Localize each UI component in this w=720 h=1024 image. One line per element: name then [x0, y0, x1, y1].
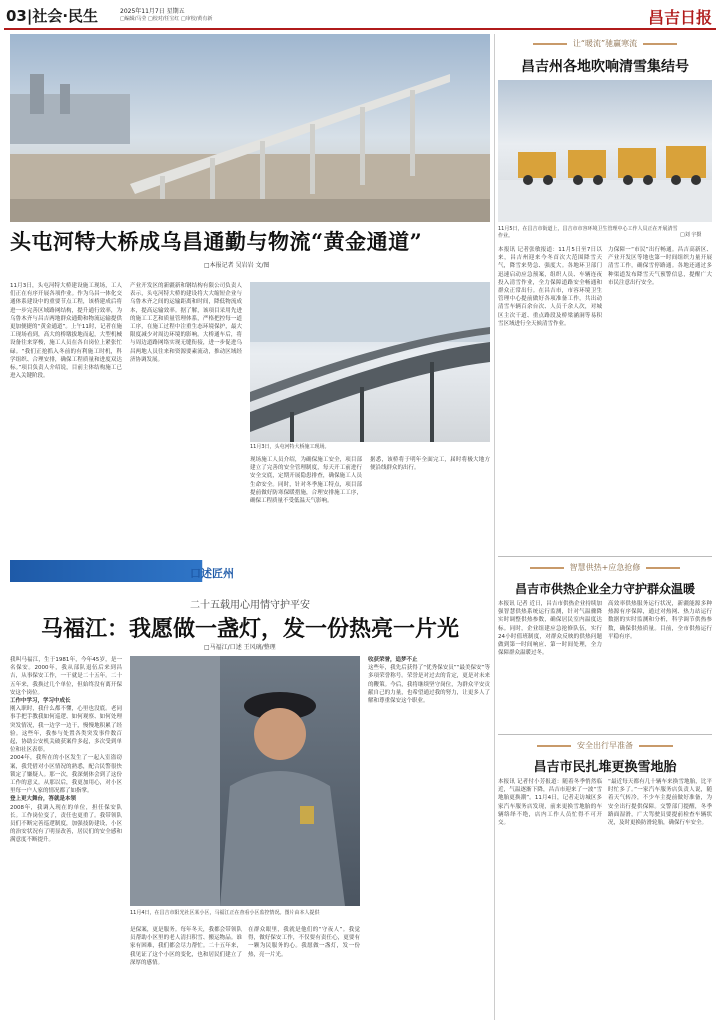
feature-subhead-1: 工作中学习，学习中成长	[10, 698, 71, 705]
page-section-label: 03|社会·民生	[6, 7, 99, 25]
right-mid-kicker: 智慧供热+应急抢修	[498, 562, 712, 573]
feature-para-2: 刚入职时，我什么都不懂，心里也没底。老同事手把手教我如何巡逻、如何观察、如何处理突发情况，我一边学一边干，慢慢地积累了经验。这些年，我参与处置各类突发事件数百起，协助公安机关破获案件多起，多次受到单位和社区表彰。	[10, 706, 122, 754]
guard-portrait-illustration	[130, 656, 360, 906]
newspaper-logo: 昌吉日报	[647, 8, 712, 27]
feature-para-7: 这些年，我先后获得了“优秀保安员”“最美保安”等多项荣誉称号。荣誉是对过去的肯定，更是对未来的鞭策。今后，我将继续坚守岗位，为群众平安贡献自己的力量，也希望通过我的努力，让更多人了解和尊重保安这个职业。	[368, 665, 490, 705]
right-bottom-body2: “最近每天都有几十辆车来换雪地胎，比平时忙多了。”一家汽车服务店负责人说，随着天气转冷，不少车主提前做好准备，为安全出行提供保障。交警部门提醒，冬季路面湿滑，广大驾驶员要提前检查车辆状况，及时更换防滑轮胎，确保行车安全。	[608, 779, 712, 827]
feature-body-col3: 在群众眼里，我就是他们的“守夜人”。我觉得，做好保安工作，不仅要有责任心，更要有一颗为民服务的心。我愿做一盏灯，发一份热，亮一片光。	[248, 927, 360, 958]
bridge-illustration	[10, 34, 490, 222]
masthead	[4, 4, 716, 30]
lead-photo-road	[250, 282, 490, 442]
right-top-body: 本报讯 记者张敏报道：11月5日至7日以来，昌吉州迎来今冬首次大范围降雪天气，降雪来势急、强度大。各地环卫部门迅速启动应急预案，组织人员、车辆连夜投入清雪作业，全力保障道路安全畅通和群众正常出行。在昌吉市，市容环境卫生管理中心提前做好各项准备工作，共出动清雪车辆百余台次、人员千余人次，对城区主次干道、重点路段及桥梁涵洞等易积雪区域进行全天候清雪作业。	[498, 247, 602, 327]
issue-date: 2025年11月7日 星期五	[120, 8, 185, 15]
feature-para-1: 我叫马福江，生于1981年，今年45岁，是一名保安。2000年，我从部队退伍后来到昌吉，从事保安工作，一干就是二十五年。二十五年来，我换过几个单位，但始终没有离开保安这个岗位。	[10, 657, 122, 696]
lead-photo-bridge	[10, 34, 490, 222]
editor-credits: □编辑/马莹 □校对/任宝红 □审校/黄有新	[120, 16, 213, 22]
right-mid-headline: 昌吉市供热企业全力守护群众温暖	[514, 582, 695, 596]
right-mid-body: 本报讯 记者 近日，昌吉市供热企业持续加强智慧供热系统运行监测，针对气温骤降实时调整供热参数，确保居民室内温度达标。同时，企业组建应急抢修队伍，实行24小时值班制度，对群众反映的供热问题做到第一时间响应、第一时间处理，全力保障群众温暖过冬。	[498, 601, 602, 657]
right-top-photo-caption: 11月5日，在昌吉市街道上，昌吉市市容环境卫生管理中心工作人员正在开展清雪作业。	[498, 226, 678, 239]
feature-body-col2: 是保案，更是服务。每年冬天，我都会带领队员帮助小区里的老人清扫积雪、搬运物品。谁家有困难，我们都会尽力帮忙。二十五年来，我见证了这个小区的变化，也和居民们建立了深厚的感情。	[130, 927, 242, 966]
feature-photo-caption: 11月4日，在昌吉市阳光社区某小区，马福江正在查看小区监控情况。图片由本人提供	[130, 910, 320, 916]
column-divider	[494, 34, 495, 1020]
lead-photo2-caption: 11月3日，头屯河特大桥施工现场。	[250, 444, 330, 450]
feature-body-col1a	[10, 656, 122, 1016]
right-top-kicker: 让“暖流”驰赢寒流	[498, 38, 712, 49]
feature-banner-title: 口述匠州	[190, 567, 234, 580]
right-bottom-body: 本报讯 记者付小芳报道：随着冬季悄然临近，气温逐渐下降，昌吉市迎来了一波“雪地胎更换潮”。11月4日，记者走访城区多家汽车服务店发现，前来更换雪地胎的车辆络绎不绝，店内工作人员忙得不可开交。	[498, 779, 602, 827]
right-mid-body2: 高效率供热服务运行状况，新疆能源多种热源有序保障，通过对热网、热力站运行数据的实时监测和分析，科学调节供热参数，确保供热质量。目前，全市供热运行平稳有序。	[608, 601, 712, 640]
feature-body-col4	[368, 656, 490, 1016]
right-divider-2	[498, 734, 712, 735]
right-top-body2: 力保障一“市民”出行畅通。昌吉高新区、产业开发区等地也第一时间组织力量开展清雪工作，确保雪停路通。各地还通过多种渠道发布降雪天气预警信息，提醒广大市民注意出行安全。	[608, 247, 712, 286]
feature-headline: 马福江：我愿做一盏灯，发一份热亮一片光	[40, 616, 459, 642]
feature-subkicker: 二十五载用心用情守护平安	[190, 600, 310, 611]
feature-para-3: 2004年，我所在的小区发生了一起入室盗窃案，我凭借对小区情况的熟悉，配合民警很快锁定了嫌疑人。那一次，我深刻体会到了这份工作的意义。从那以后，我更加用心，对小区里每一户人家的情况都了如指掌。	[10, 755, 122, 795]
right-divider-1	[498, 556, 712, 557]
feature-byline: □马福江/口述 王风璃/整理	[204, 644, 276, 651]
right-top-photo-credit: □刘 宇摄	[680, 232, 702, 238]
lead-body-col2: 产业开发区的新疆新和钢结构有限公司负责人表示，头屯河特大桥的建设将大大缩短企业与乌鲁木齐之间的运输距离和时间，降低物流成本，提高运输效率。据了解，该项目采用先进的施工工艺和质量管理体系，严格把控每一道工序，在施工过程中注重生态环境保护，最大限度减少对周边环境的影响。大桥通车后，将与周边道路网络实现无缝衔接，进一步促进乌昌两地人员往来和资源要素流动，推动区域经济协调发展。	[130, 283, 242, 363]
feature-banner	[10, 560, 490, 582]
feature-subhead-3: 收获荣誉，追梦不止	[368, 657, 418, 663]
lead-body-col4: 据悉，该桥将于明年全面完工，届时将极大地方便沿线群众的出行。	[370, 457, 490, 472]
feature-subhead-2: 登上更大舞台，答就是本领	[10, 796, 77, 803]
lead-body-col3: 现场施工人员介绍，为确保施工安全，项目部建立了完善的安全管理制度，每天开工前进行安全交底，定期开展隐患排查，确保施工人员生命安全。同时，针对冬季施工特点，项目部提前做好防寒保暖措施，合理安排施工工序，确保工程质量不受低温天气影响。	[250, 457, 362, 505]
right-top-headline: 昌吉州各地吹响清雪集结号	[521, 59, 689, 75]
snowplow-illustration	[498, 80, 712, 222]
right-bottom-headline: 昌吉市民扎堆更换雪地胎	[533, 760, 677, 775]
feature-portrait-photo	[130, 656, 360, 906]
lead-body-col1: 11月3日，头屯河特大桥建设施工现场，工人们正在有序开展各项作业。作为乌昌一体化交通体系建设中的重要节点工程，该桥建成后将进一步完善区域路网结构，提升通行效率，为乌鲁木齐与昌吉两地群众通勤和物流运输提供更加便捷的“黄金通道”。上午11时，记者在施工现场看到，高大的桥墩拔地而起，大型机械设备往来穿梭，施工人员在各自岗位上紧张忙碌。“我们正抢抓入冬前的有利施工时机，科学组织、合理安排，确保工程质量和进度双达标。”项目负责人介绍说，目前主体结构施工已进入关键阶段。	[10, 283, 122, 380]
feature-para-4: 2008年，我调入现在的单位，担任保安队长。工作岗位变了，责任也更重了。我带领队员们不断完善巡逻制度，加强技防建设，小区的治安状况有了明显改善，居民们的安全感和满意度不断提升。	[10, 804, 122, 844]
lead-headline: 头屯河特大桥成乌昌通勤与物流“黄金通道”	[10, 229, 423, 254]
road-illustration	[250, 282, 490, 442]
right-top-photo	[498, 80, 712, 222]
lead-byline: □本报记者 吴岩岩 文/图	[204, 262, 270, 269]
right-bottom-kicker: 安全出行早准备	[498, 740, 712, 751]
